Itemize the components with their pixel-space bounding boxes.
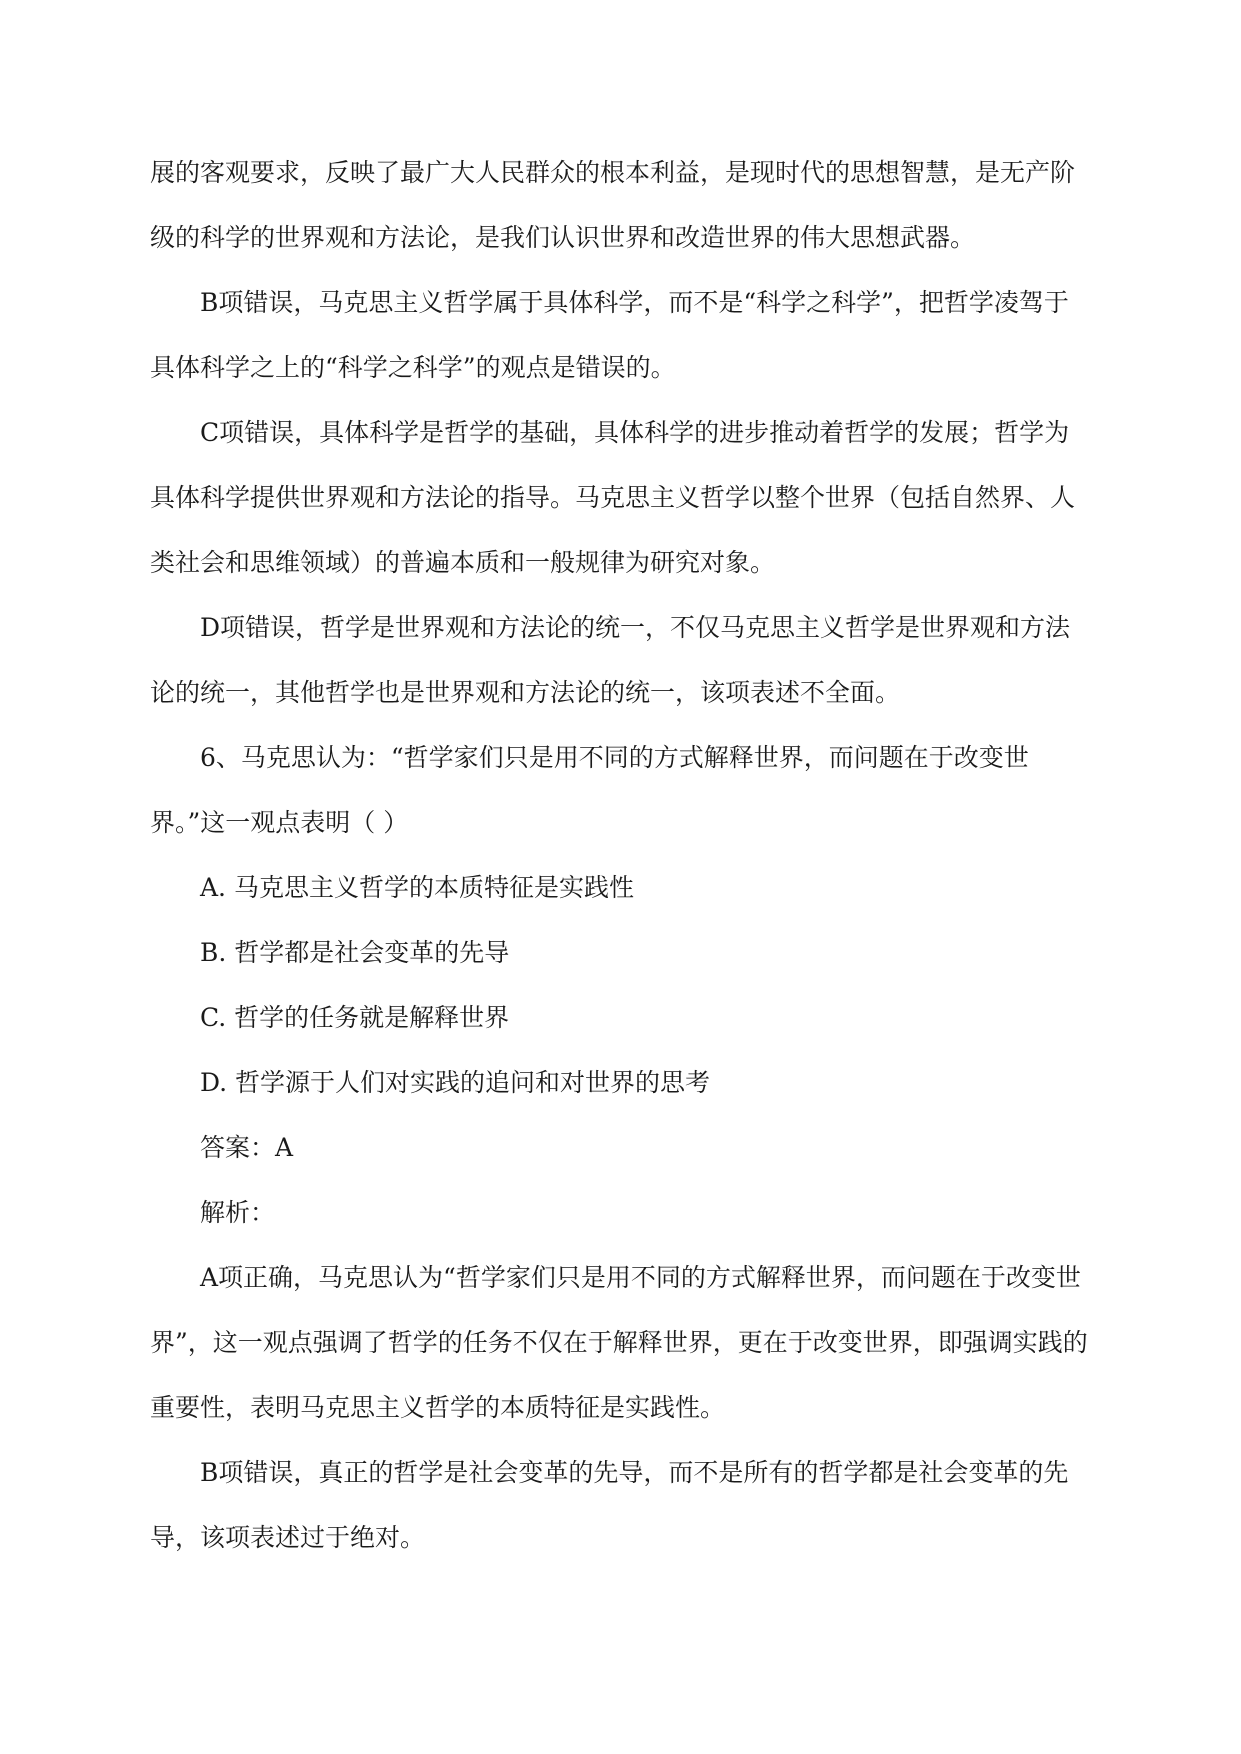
document-body — [150, 140, 1090, 1570]
paragraph-b-analysis-6: B项错误，真正的哲学是社会变革的先导，而不是所有的哲学都是社会变革的先导，该项表述过于绝对。 — [150, 1458, 1069, 1552]
answer-line: 答案：A — [200, 1133, 294, 1162]
option-d: D. 哲学源于人们对实践的追问和对世界的思考 — [200, 1068, 711, 1097]
paragraph-c-analysis: C项错误，具体科学是哲学的基础，具体科学的进步推动着哲学的发展；哲学为具体科学提供世界观和方法论的指导。马克思主义哲学以整个世界（包括自然界、人类社会和思维领域）的普遍本质和一般规律为研究对象。 — [150, 418, 1076, 577]
paragraph-a-analysis-6: A项正确，马克思认为“哲学家们只是用不同的方式解释世界，而问题在于改变世界”，这一观点强调了哲学的任务不仅在于解释世界，更在于改变世界，即强调实践的重要性，表明马克思主义哲学的本质特征是实践性。 — [150, 1263, 1088, 1422]
analysis-label: 解析： — [200, 1198, 276, 1227]
paragraph-b-analysis: B项错误，马克思主义哲学属于具体科学，而不是“科学之科学”，把哲学凌驾于具体科学之上的“科学之科学”的观点是错误的。 — [150, 288, 1069, 382]
question-6-stem: 6、马克思认为：“哲学家们只是用不同的方式解释世界，而问题在于改变世界。”这一观点表明（ ） — [150, 743, 1029, 837]
paragraph-continuation: 展的客观要求，反映了最广大人民群众的根本利益，是现时代的思想智慧，是无产阶级的科学的世界观和方法论，是我们认识世界和改造世界的伟大思想武器。 — [150, 158, 1076, 252]
option-a: A. 马克思主义哲学的本质特征是实践性 — [200, 873, 634, 902]
paragraph-d-analysis: D项错误，哲学是世界观和方法论的统一，不仅马克思主义哲学是世界观和方法论的统一，其他哲学也是世界观和方法论的统一，该项表述不全面。 — [150, 613, 1071, 707]
option-c: C. 哲学的任务就是解释世界 — [200, 1003, 510, 1032]
option-b: B. 哲学都是社会变革的先导 — [200, 938, 510, 967]
